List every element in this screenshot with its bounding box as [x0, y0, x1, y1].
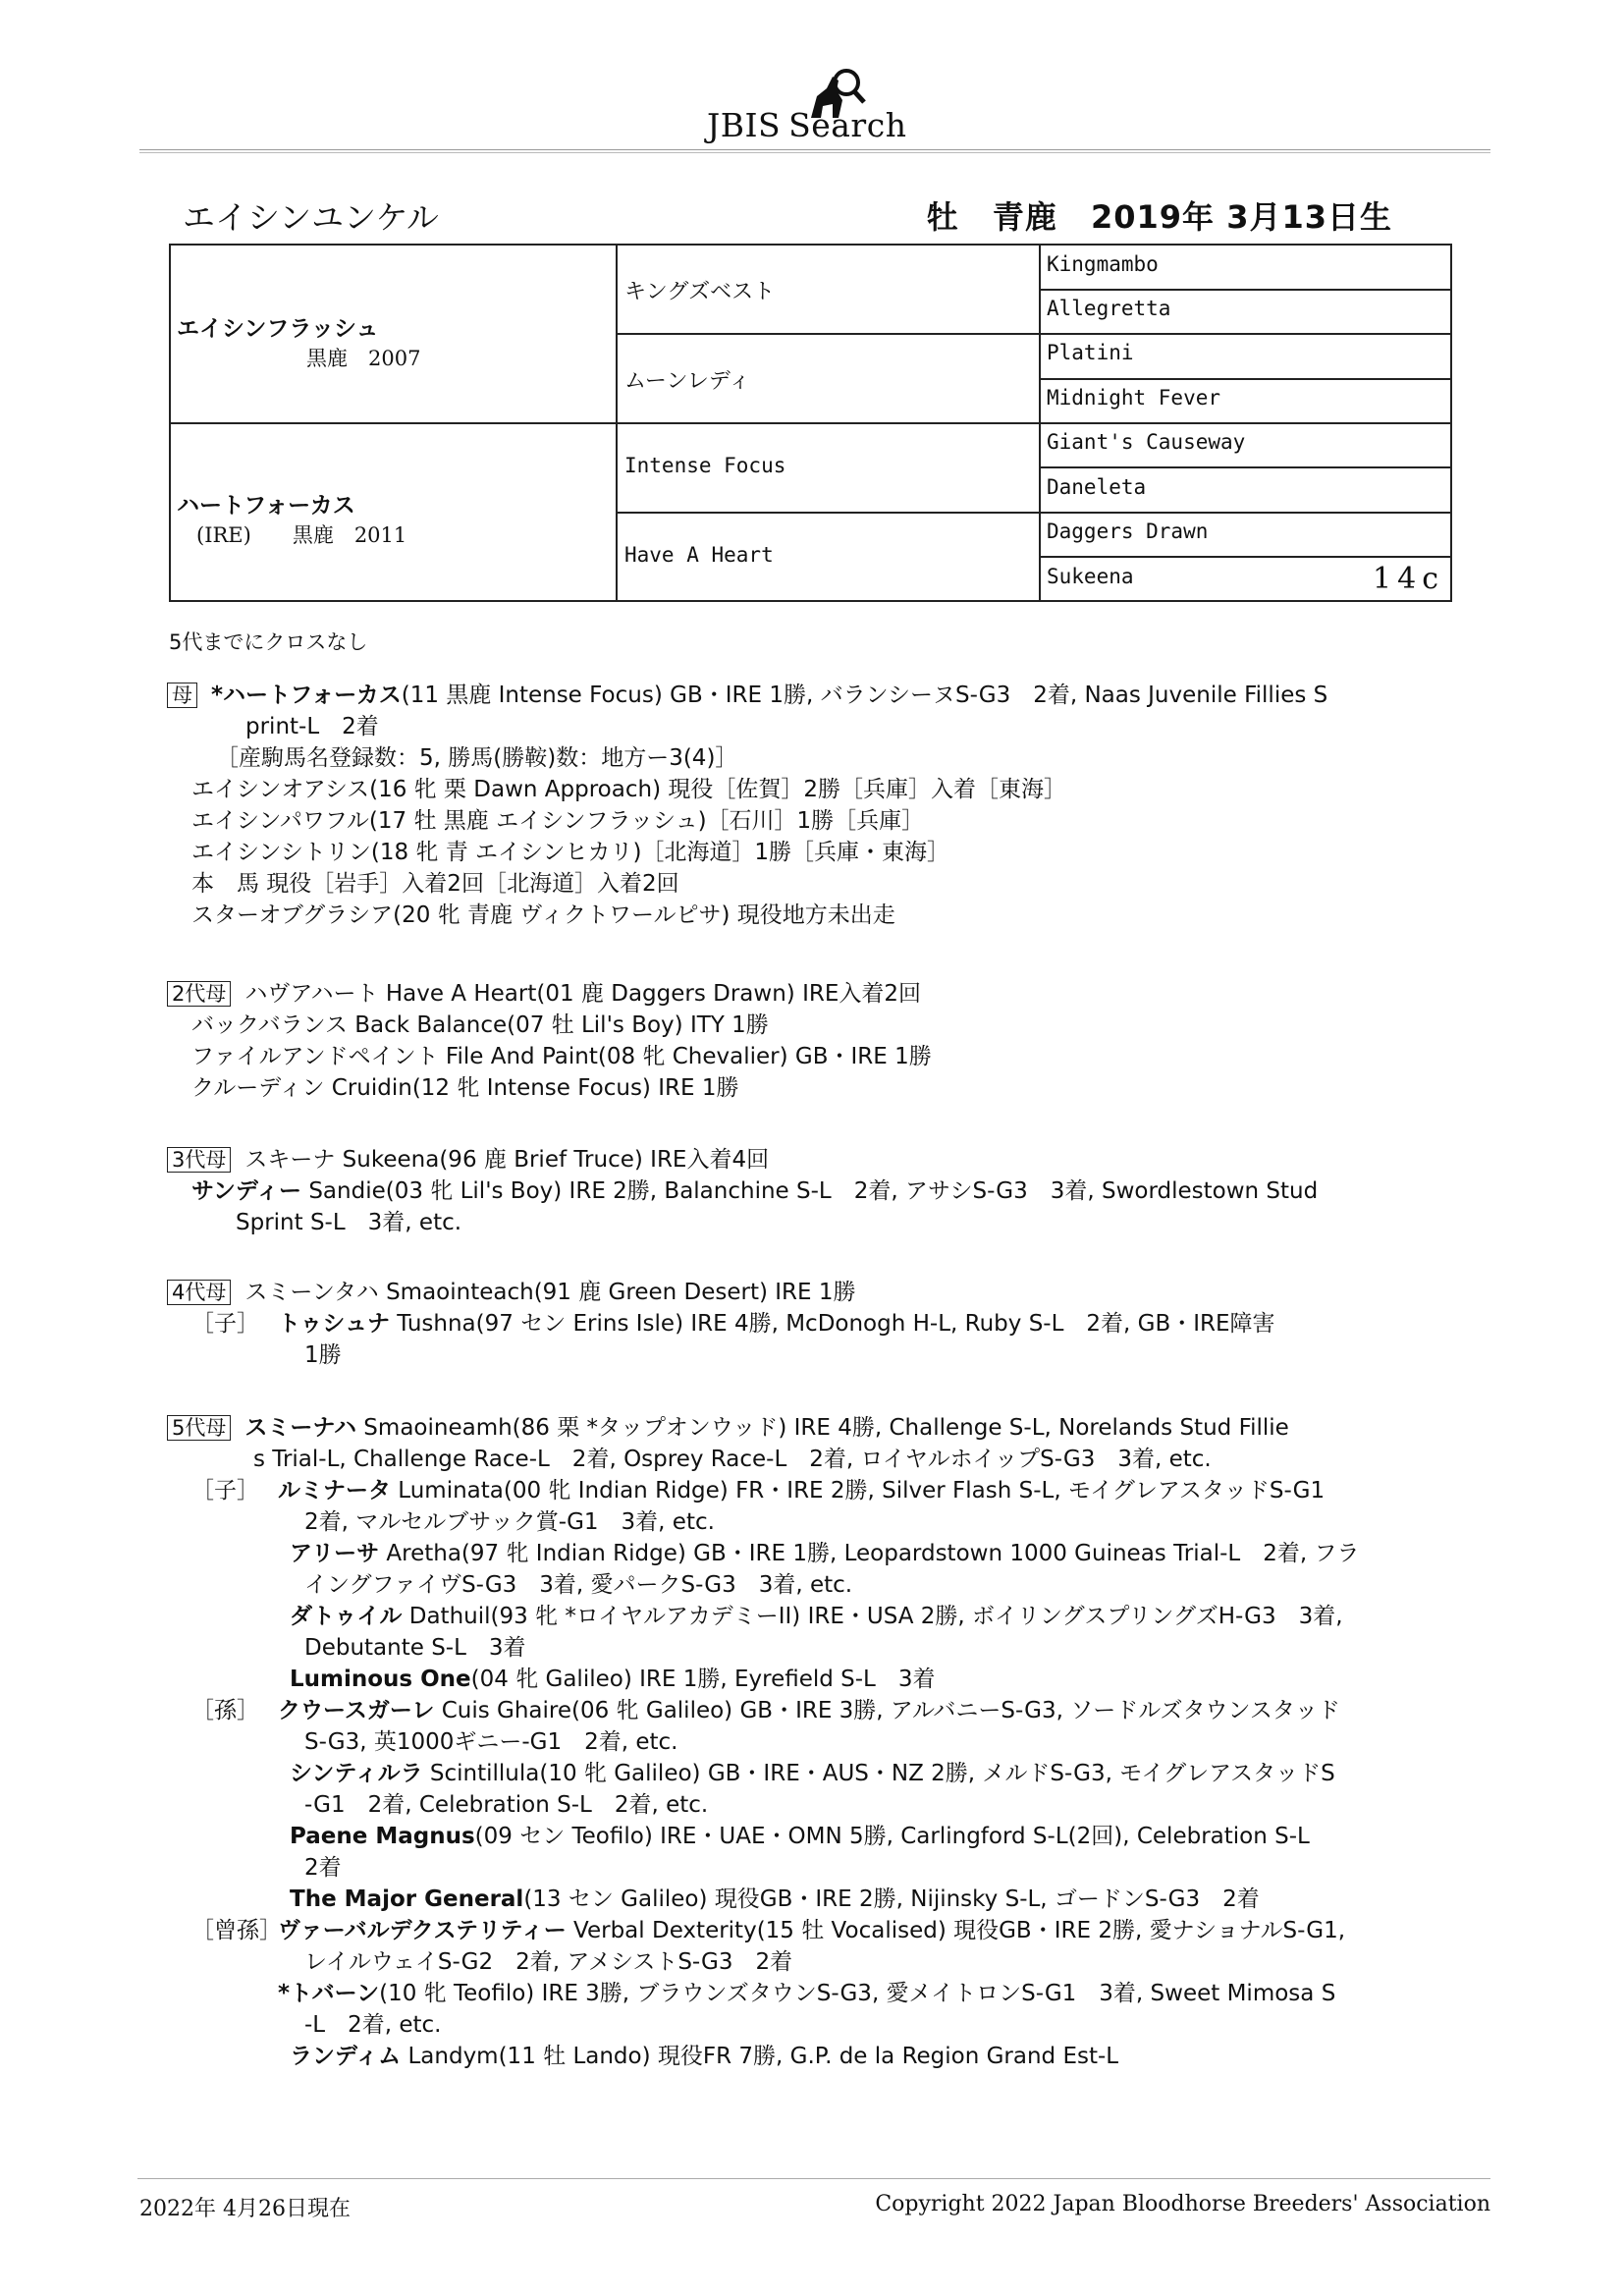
record-text: エイシンパワフル(17 牡 黒鹿 エイシンフラッシュ)［石川］1勝［兵庫］ — [191, 808, 925, 834]
record-text: 本 馬 現役［岩手］入着2回［北海道］入着2回 — [191, 871, 679, 897]
gen2-ancestor: Intense Focus — [624, 454, 786, 477]
record-text: Cuis Ghaire(06 牝 Galileo) GB・IRE 3勝, アルバニーS-G3, ソードルズタウンスタッド — [434, 1698, 1340, 1723]
record-text: s Trial-L, Challenge Race-L 2着, Osprey Race-L 2着, ロイヤルホイップS-G3 3着, etc. — [253, 1447, 1212, 1472]
record-text: Luminata(00 牝 Indian Ridge) FR・IRE 2勝, Silver Flash S-L, モイグレアスタッドS-G1 — [391, 1478, 1326, 1503]
family-line — [167, 1726, 1404, 1758]
family-line — [167, 1789, 1404, 1821]
record-text: バックバランス Back Balance(07 牡 Lil's Boy) ITY 1勝 — [191, 1012, 769, 1038]
family-line — [167, 774, 1404, 805]
relation-tag: ［子］ — [191, 1311, 259, 1337]
family-line — [167, 1821, 1404, 1852]
horse-name-bold: サンディー — [191, 1178, 302, 1204]
record-text: クルーディン Cruidin(12 牝 Intense Focus) IRE 1勝 — [191, 1075, 739, 1101]
horse-name-bold: シンティルラ — [290, 1761, 423, 1786]
family-line — [167, 1041, 1404, 1072]
family-line — [167, 1010, 1404, 1041]
family-line — [167, 900, 1404, 931]
record-text: エイシンオアシス(16 牝 栗 Dawn Approach) 現役［佐賀］2勝［兵庫］入着［東海］ — [191, 777, 1066, 802]
record-text: ファイルアンドペイント File And Paint(08 牝 Chevalier) GB・IRE 1勝 — [191, 1044, 932, 1069]
sire-cell — [177, 310, 420, 372]
family-line — [167, 1412, 1404, 1444]
record-text: ［産駒馬名登録数：5, 勝馬(勝鞍)数：地方ー3(4)］ — [216, 745, 738, 771]
record-text: print-L 2着 — [245, 714, 379, 739]
family-line — [167, 1475, 1404, 1506]
gen3-ancestor: Daneleta — [1047, 475, 1147, 499]
gen2-ancestor: Have A Heart — [624, 543, 774, 567]
family-line — [167, 742, 1404, 774]
record-text: スミーンタハ Smaointeach(91 鹿 Green Desert) IRE 1勝 — [244, 1280, 856, 1305]
horse-name-bold: Luminous One — [290, 1667, 471, 1692]
family-line — [167, 711, 1404, 742]
family-line — [167, 1444, 1404, 1475]
horse-name-bold: スミーナハ — [244, 1415, 356, 1441]
family-line — [167, 868, 1404, 900]
horse-name-bold: アリーサ — [290, 1541, 380, 1566]
family-line — [167, 1884, 1404, 1915]
dam-name: ハートフォーカス — [177, 493, 355, 519]
sire-detail: 黒鹿 2007 — [306, 347, 421, 370]
record-text: S-G3, 英1000ギニー-G1 2着, etc. — [304, 1729, 678, 1755]
record-text: Sprint S-L 3着, etc. — [236, 1210, 462, 1235]
record-text: (09 セン Teofilo) IRE・UAE・OMN 5勝, Carlingford S-L(2回), Celebration S-L — [474, 1824, 1310, 1849]
record-text: Debutante S-L 3着 — [304, 1635, 526, 1661]
family-section — [167, 1277, 1404, 1371]
record-text: Tushna(97 セン Erins Isle) IRE 4勝, McDonogh H-L, Ruby S-L 2着, GB・IRE障害 — [389, 1311, 1275, 1337]
gen3-ancestor: Giant's Causeway — [1047, 430, 1246, 454]
gen3-ancestor: Allegretta — [1047, 297, 1171, 320]
pedigree-table — [169, 244, 1452, 602]
horse-sex: 牡 — [926, 198, 959, 236]
record-text: Verbal Dexterity(15 牡 Vocalised) 現役GB・IRE 2勝, 愛ナショナルS-G1, — [566, 1918, 1346, 1943]
family-line — [167, 1601, 1404, 1632]
family-line — [167, 1175, 1404, 1207]
record-text: Scintillula(10 牝 Galileo) GB・IRE・AUS・NZ 2勝, メルドS-G3, モイグレアスタッドS — [422, 1761, 1335, 1786]
generation-label: 母 — [167, 683, 197, 708]
header-rule — [139, 149, 1490, 153]
family-line — [167, 1946, 1404, 1978]
footer-rule — [137, 2178, 1490, 2179]
family-line — [167, 2041, 1404, 2072]
family-line — [167, 2009, 1404, 2041]
record-text: レイルウェイS-G2 2着, アメシストS-G3 2着 — [304, 1949, 793, 1975]
horse-name-bold: The Major General — [290, 1886, 524, 1912]
gen2-ancestor: ムーンレディ — [624, 369, 751, 394]
horse-name-bold: トゥシュナ — [278, 1311, 390, 1337]
record-text: Aretha(97 牝 Indian Ridge) GB・IRE 1勝, Leopardstown 1000 Guineas Trial-L 2着, フラ — [379, 1541, 1360, 1566]
horse-profile — [905, 192, 1392, 238]
record-text: Sandie(03 牝 Lil's Boy) IRE 2勝, Balanchine S-L 2着, アサシS-G3 3着, Swordlestown Stud — [301, 1178, 1319, 1204]
logo-text — [707, 106, 906, 144]
family-line — [167, 978, 1404, 1010]
generation-label: 2代母 — [167, 981, 231, 1007]
family-line — [167, 1207, 1404, 1238]
record-text: ハヴアハート Have A Heart(01 鹿 Daggers Drawn) IRE入着2回 — [244, 981, 921, 1007]
horse-name-bold: ダトゥイル — [290, 1604, 403, 1629]
family-line — [167, 1664, 1404, 1695]
record-text: -L 2着, etc. — [304, 2012, 442, 2038]
record-text: 1勝 — [304, 1342, 342, 1368]
record-text: イングファイヴS-G3 3着, 愛パークS-G3 3着, etc. — [304, 1572, 853, 1598]
family-line — [167, 1569, 1404, 1601]
record-text: Dathuil(93 牝 *ロイヤルアカデミーII) IRE・USA 2勝, ボイリングスプリングズH-G3 3着, — [402, 1604, 1343, 1629]
relation-tag: ［孫］ — [191, 1698, 259, 1723]
sire-name: エイシンフラッシュ — [177, 316, 379, 342]
family-section — [167, 1412, 1404, 2072]
gen3-ancestor: Kingmambo — [1047, 252, 1159, 276]
family-line — [167, 805, 1404, 837]
record-text: (13 セン Galileo) 現役GB・IRE 2勝, Nijinsky S-L, ゴードンS-G3 2着 — [523, 1886, 1260, 1912]
horse-name-bold: クウースガーレ — [278, 1698, 435, 1723]
as-of-date: 2022年 4月26日現在 — [139, 2197, 351, 2221]
generation-label: 4代母 — [167, 1280, 231, 1305]
family-line — [167, 1978, 1404, 2009]
family-line — [167, 680, 1404, 711]
horse-name-bold: ルミナータ — [278, 1478, 391, 1503]
horse-name-bold: *ハートフォーカス — [211, 683, 402, 708]
family-line — [167, 1538, 1404, 1569]
cross-note: 5代までにクロスなし — [169, 630, 368, 654]
copyright: Copyright 2022 Japan Bloodhorse Breeders' Association — [875, 2192, 1490, 2216]
family-line — [167, 1308, 1404, 1339]
generation-label: 3代母 — [167, 1147, 231, 1173]
jbis-search-logo — [707, 63, 952, 153]
record-text: Landym(11 牡 Lando) 現役FR 7勝, G.P. de la Region Grand Est-L — [401, 2044, 1119, 2069]
relation-tag: ［子］ — [191, 1478, 259, 1503]
family-line — [167, 1072, 1404, 1104]
family-line — [167, 1632, 1404, 1664]
dam-detail: (IRE) 黒鹿 2011 — [196, 523, 407, 547]
family-line — [167, 1339, 1404, 1371]
record-text: (04 牝 Galileo) IRE 1勝, Eyrefield S-L 3着 — [470, 1667, 936, 1692]
gen2-ancestor: キングズベスト — [624, 280, 776, 304]
dam-cell — [177, 487, 406, 549]
logo-jbis: JBIS — [707, 106, 782, 144]
family-section — [167, 1144, 1404, 1238]
family-section — [167, 978, 1404, 1104]
horse-name-bold: Paene Magnus — [290, 1824, 475, 1849]
record-text: (11 黒鹿 Intense Focus) GB・IRE 1勝, バランシーヌS-G3 2着, Naas Juvenile Fillies S — [401, 683, 1328, 708]
horse-name-bold: ランディム — [290, 2044, 402, 2069]
family-line — [167, 1277, 1404, 1308]
logo-search: Search — [788, 106, 907, 144]
record-text: Smaoineamh(86 栗 *タップオンウッド) IRE 4勝, Challenge S-L, Norelands Stud Fillie — [356, 1415, 1289, 1441]
gen3-ancestor: Daggers Drawn — [1047, 519, 1209, 543]
record-text: -G1 2着, Celebration S-L 2着, etc. — [304, 1792, 709, 1818]
family-line — [167, 1758, 1404, 1789]
record-text: スキーナ Sukeena(96 鹿 Brief Truce) IRE入着4回 — [244, 1147, 770, 1173]
horse-name-bold: *トバーン — [278, 1981, 380, 2006]
record-text: 2着, マルセルブサック賞-G1 3着, etc. — [304, 1509, 715, 1535]
horse-name-bold: ヴァーバルデクステリティー — [278, 1918, 567, 1943]
generation-label: 5代母 — [167, 1415, 231, 1441]
inbreeding-coefficient: 14c — [1373, 562, 1444, 596]
gen3-ancestor: Midnight Fever — [1047, 386, 1221, 410]
horse-birth: 2019年 3月13日生 — [1090, 198, 1392, 236]
record-text: エイシンシトリン(18 牝 青 エイシンヒカリ)［北海道］1勝［兵庫・東海］ — [191, 840, 950, 865]
relation-tag: ［曾孫］ — [191, 1918, 282, 1943]
family-line — [167, 1695, 1404, 1726]
family-line — [167, 1852, 1404, 1884]
horse-name: エイシンユンケル — [183, 198, 439, 237]
record-text: (10 牝 Teofilo) IRE 3勝, ブラウンズタウンS-G3, 愛メイトロンS-G1 3着, Sweet Mimosa S — [379, 1981, 1336, 2006]
family-line — [167, 1915, 1404, 1946]
record-text: スターオブグラシア(20 牝 青鹿 ヴィクトワールピサ) 現役地方未出走 — [191, 902, 895, 928]
gen3-ancestor: Platini — [1047, 341, 1134, 364]
family-line — [167, 837, 1404, 868]
horse-color: 青鹿 — [992, 198, 1057, 236]
record-text: 2着 — [304, 1855, 342, 1881]
family-line — [167, 1506, 1404, 1538]
family-section — [167, 680, 1404, 931]
family-line — [167, 1144, 1404, 1175]
gen3-ancestor: Sukeena — [1047, 565, 1134, 588]
